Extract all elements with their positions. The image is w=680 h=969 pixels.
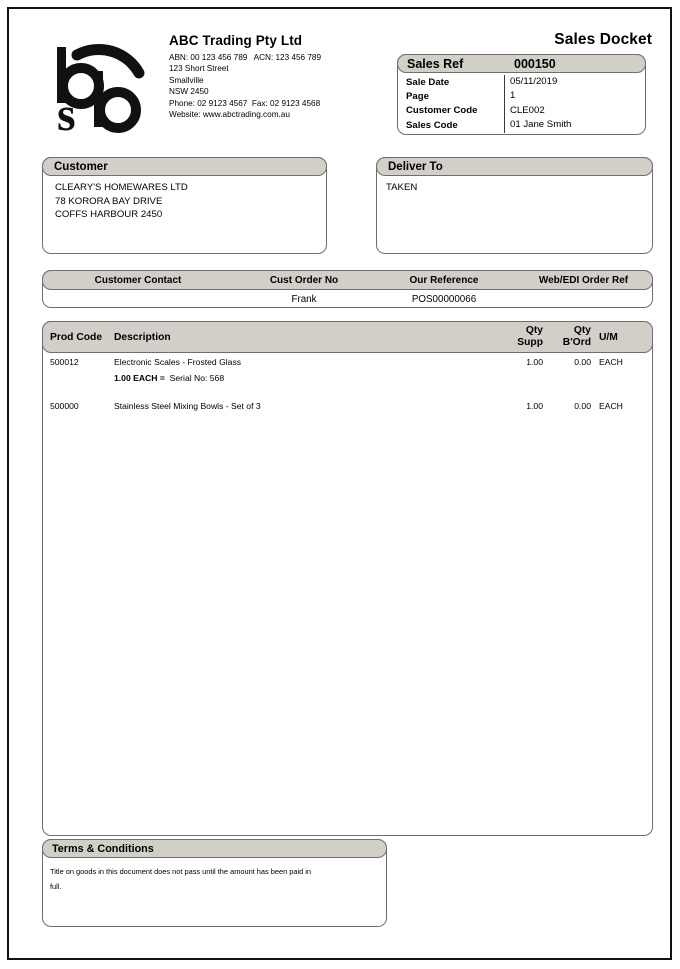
reference-values <box>42 292 653 307</box>
column-header-qty-supp-line2: Supp <box>517 337 543 348</box>
reference-header-cell: Cust Order No <box>269 274 339 286</box>
our-reference-value: POS00000066 <box>411 294 477 305</box>
sales-ref-key: Sale Date <box>406 76 450 88</box>
company-name: ABC Trading Pty Ltd <box>169 33 303 48</box>
cell-prod-code: 500000 <box>50 401 79 411</box>
table-row <box>42 355 653 369</box>
column-header-um: U/M <box>599 331 618 343</box>
customer-address-line: 78 KORORA BAY DRIVE <box>55 195 163 207</box>
column-header-qty-supp <box>499 325 543 349</box>
sales-ref-row <box>397 118 646 132</box>
customer-address <box>55 181 188 222</box>
column-header-qty-supp-line1: Qty <box>525 325 543 336</box>
deliver-to-line: TAKEN <box>386 182 418 193</box>
sales-ref-key: Sales Code <box>406 119 458 131</box>
sales-ref-row <box>397 75 646 89</box>
customer-address-line: CLEARY'S HOMEWARES LTD <box>55 182 188 193</box>
page-content <box>9 9 670 958</box>
terms-header: Terms & Conditions <box>42 839 387 858</box>
company-line: Website: www.abctrading.com.au <box>169 110 290 120</box>
sales-ref-rows <box>397 75 646 133</box>
svg-text:s: s <box>57 88 76 141</box>
sales-ref-value: CLE002 <box>504 104 646 118</box>
customer-header: Customer <box>42 157 327 176</box>
cell-um: EACH <box>599 401 623 411</box>
reference-headers <box>42 270 653 290</box>
customer-address-line: COFFS HARBOUR 2450 <box>55 209 163 221</box>
reference-header-cell: Web/EDI Order Ref <box>538 274 629 286</box>
column-header-qty-bord-line2: B'Ord <box>562 337 591 348</box>
reference-header-cell: Customer Contact <box>94 274 182 286</box>
company-line: NSW 2450 <box>169 87 209 97</box>
sales-ref-key: Page <box>406 91 429 103</box>
sales-ref-value: 1 <box>504 89 646 103</box>
terms-body <box>50 864 370 894</box>
cell-um: EACH <box>599 357 623 367</box>
cell-qty-bord: 0.00 <box>574 357 591 367</box>
items-table-body <box>42 355 653 413</box>
page-frame <box>7 7 672 960</box>
terms-line: full. <box>50 882 62 891</box>
company-line: Smallville <box>169 75 204 85</box>
deliver-to-address <box>386 181 417 195</box>
serial-detail-qty: 1.00 EACH = <box>114 373 165 383</box>
serial-detail <box>114 373 224 383</box>
sales-ref-value: 01 Jane Smith <box>504 118 646 132</box>
company-line: Phone: 02 9123 4567 Fax: 02 9123 4568 <box>169 98 321 108</box>
sales-ref-value: 05/11/2019 <box>504 75 646 89</box>
row-spacer <box>42 387 653 399</box>
cust-order-no-value: Frank <box>291 294 317 305</box>
deliver-to-header: Deliver To <box>376 157 653 176</box>
company-line: ABN: 00 123 456 789 ACN: 123 456 789 <box>169 53 322 62</box>
cell-qty-supp: 1.00 <box>526 401 543 411</box>
sales-ref-header <box>397 54 646 73</box>
column-header-prod-code: Prod Code <box>50 331 103 343</box>
company-details <box>169 33 384 120</box>
sales-ref-row <box>397 89 646 103</box>
reference-header-cell: Our Reference <box>409 274 479 286</box>
cell-qty-supp: 1.00 <box>526 357 543 367</box>
sales-ref-label: Sales Ref <box>407 56 464 71</box>
sales-ref-value: 000150 <box>514 56 556 71</box>
table-row-serial-detail <box>42 369 653 387</box>
column-header-description: Description <box>114 331 171 343</box>
sales-ref-key: Customer Code <box>406 105 478 117</box>
cell-qty-bord: 0.00 <box>574 401 591 411</box>
company-line: 123 Short Street <box>169 64 229 74</box>
column-header-qty-bord-line1: Qty <box>573 325 591 336</box>
document-title: Sales Docket <box>554 31 652 48</box>
table-row <box>42 399 653 413</box>
bsb-logo <box>39 29 157 141</box>
serial-detail-text: Serial No: 568 <box>169 373 225 383</box>
sales-ref-row <box>397 104 646 118</box>
cell-description: Electronic Scales - Frosted Glass <box>114 357 242 367</box>
terms-line: Title on goods in this document does not pass until the amount has been paid in <box>50 867 312 876</box>
cell-description: Stainless Steel Mixing Bowls - Set of 3 <box>114 401 261 411</box>
items-table-headers <box>42 321 653 353</box>
column-header-qty-bord <box>543 325 591 349</box>
cell-prod-code: 500012 <box>50 357 79 367</box>
